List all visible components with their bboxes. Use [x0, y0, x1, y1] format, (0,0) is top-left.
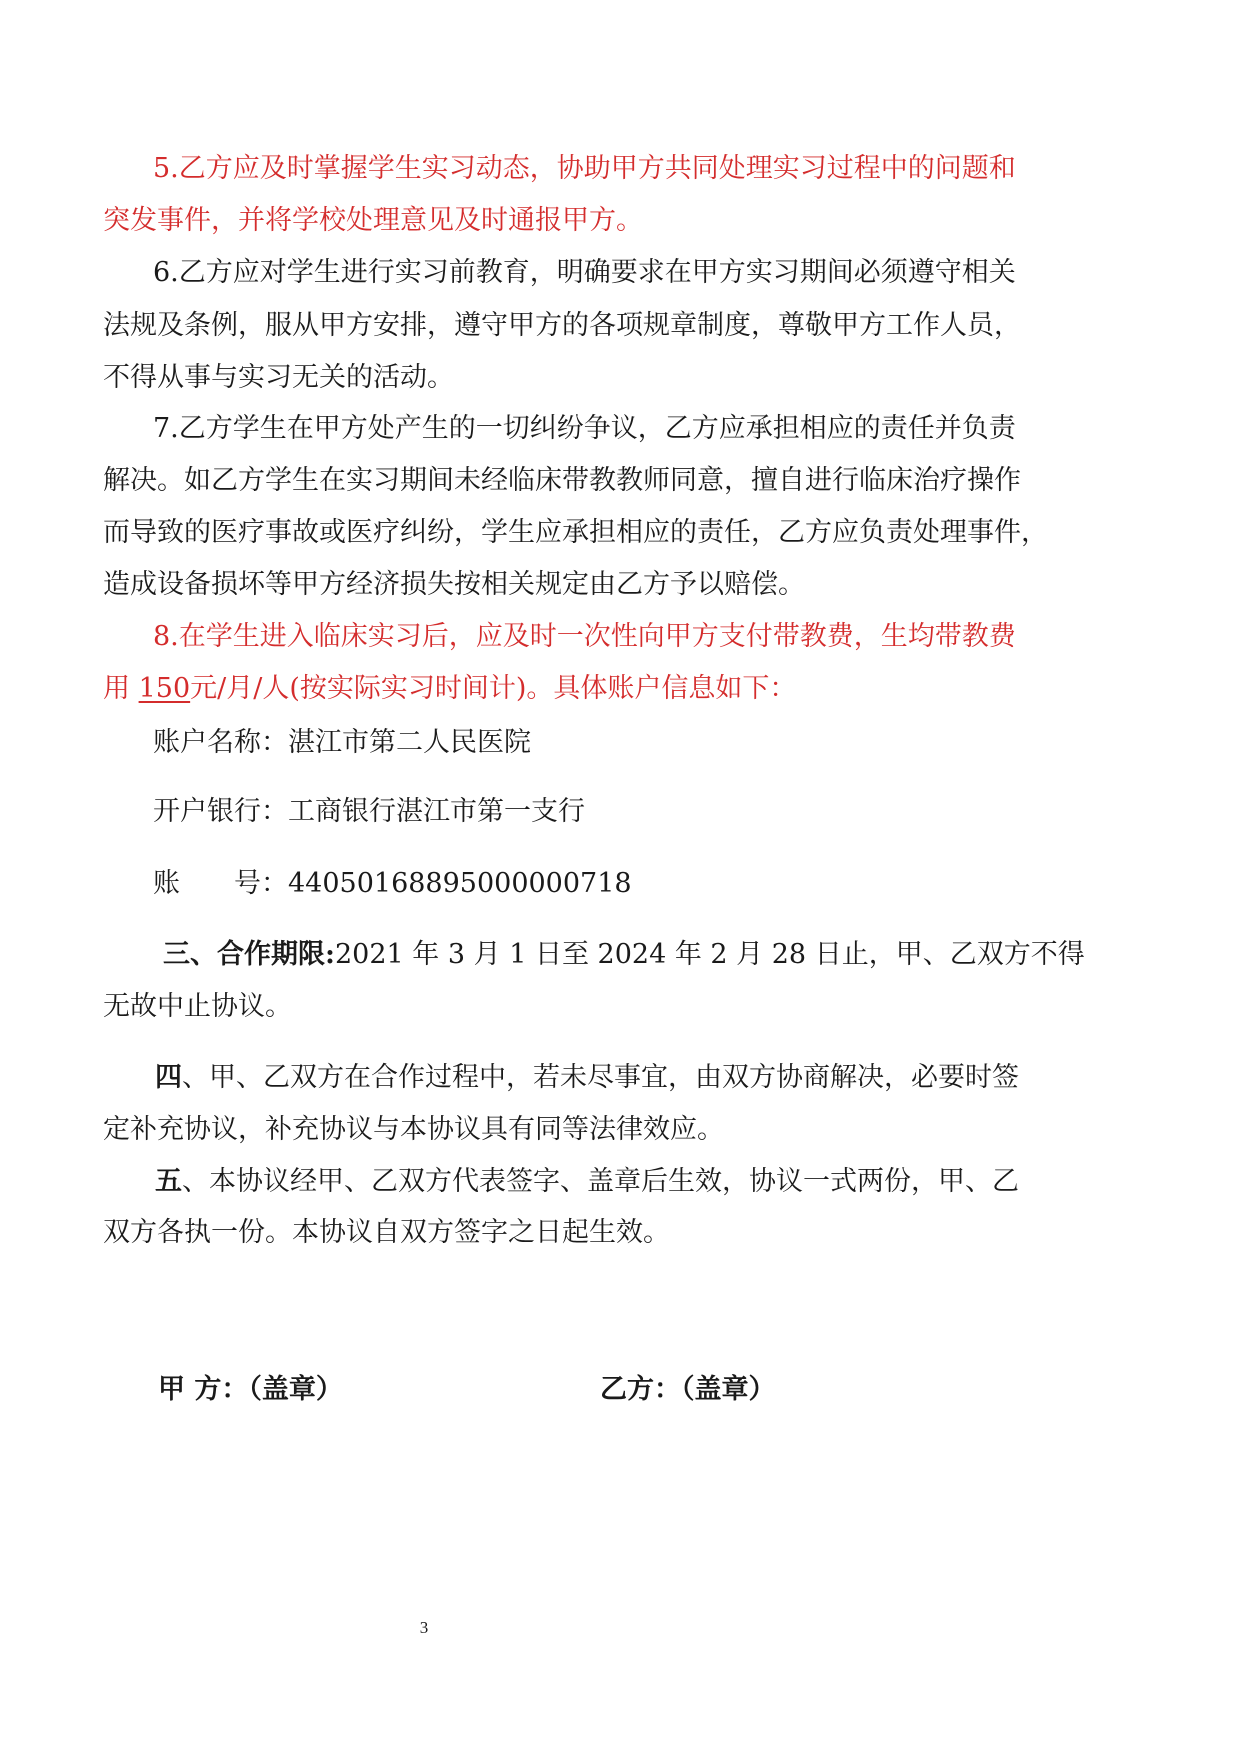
section-4-line-2: 定补充协议，补充协议与本协议具有同等法律效应。 — [103, 1114, 724, 1145]
account-number-row — [153, 870, 632, 897]
section-4-heading: 四 — [155, 1062, 182, 1093]
account-number-value: 44050168895000000718 — [288, 868, 632, 899]
clause-6-line-1: 6.乙方应对学生进行实习前教育，明确要求在甲方实习期间必须遵守相关 — [153, 257, 1016, 288]
party-b-signature: 乙方：（盖章） — [600, 1374, 776, 1405]
account-number-label-1: 账 — [153, 868, 180, 899]
section-5-heading: 五 — [155, 1166, 182, 1197]
fee-suffix: 元/月/人(按实际实习时间计)。具体账户信息如下： — [190, 673, 797, 704]
account-number-label-2: 号： — [234, 868, 288, 899]
clause-7-line-1: 7.乙方学生在甲方处产生的一切纠纷争议，乙方应承担相应的责任并负责 — [153, 413, 1016, 444]
section-5-line-1 — [155, 1168, 1019, 1195]
section-3-line-2: 无故中止协议。 — [103, 991, 292, 1022]
clause-8-line-1: 8.在学生进入临床实习后，应及时一次性向甲方支付带教费，生均带教费 — [153, 621, 1016, 652]
account-bank-value: 工商银行湛江市第一支行 — [288, 796, 585, 827]
account-name-row — [153, 729, 531, 756]
clause-7-line-4: 造成设备损坏等甲方经济损失按相关规定由乙方予以赔偿。 — [103, 569, 805, 600]
account-name-label: 账户名称： — [153, 727, 288, 758]
page-number: 3 — [419, 1618, 429, 1637]
clause-5-line-2: 突发事件，并将学校处理意见及时通报甲方。 — [103, 205, 643, 236]
account-bank-row — [153, 798, 585, 825]
section-3-line-1 — [163, 941, 1085, 968]
section-5-line-2: 双方各执一份。本协议自双方签字之日起生效。 — [103, 1217, 670, 1248]
clause-8-line-2 — [103, 675, 796, 702]
clause-7-line-2: 解决。如乙方学生在实习期间未经临床带教教师同意，擅自进行临床治疗操作 — [103, 465, 1021, 496]
fee-amount: 150 — [138, 673, 191, 704]
clause-6-line-3: 不得从事与实习无关的活动。 — [103, 362, 454, 393]
clause-5-line-1: 5.乙方应及时掌握学生实习动态，协助甲方共同处理实习过程中的问题和 — [153, 153, 1016, 184]
section-4-line-1 — [155, 1064, 1019, 1091]
section-4-text: 、甲、乙双方在合作过程中，若未尽事宜，由双方协商解决，必要时签 — [182, 1062, 1019, 1093]
fee-prefix: 用 — [103, 673, 139, 704]
section-3-text: 2021 年 3 月 1 日至 2024 年 2 月 28 日止，甲、乙双方不得 — [334, 939, 1085, 970]
party-a-signature: 甲 方：（盖章） — [158, 1374, 343, 1405]
section-3-heading: 三、合作期限: — [163, 939, 335, 970]
clause-7-line-3: 而导致的医疗事故或医疗纠纷，学生应承担相应的责任，乙方应负责处理事件， — [103, 517, 1048, 548]
account-bank-label: 开户银行： — [153, 796, 288, 827]
account-name-value: 湛江市第二人民医院 — [288, 727, 531, 758]
clause-6-line-2: 法规及条例，服从甲方安排，遵守甲方的各项规章制度，尊敬甲方工作人员， — [103, 310, 1021, 341]
section-5-text: 、本协议经甲、乙双方代表签字、盖章后生效，协议一式两份，甲、乙 — [182, 1166, 1019, 1197]
